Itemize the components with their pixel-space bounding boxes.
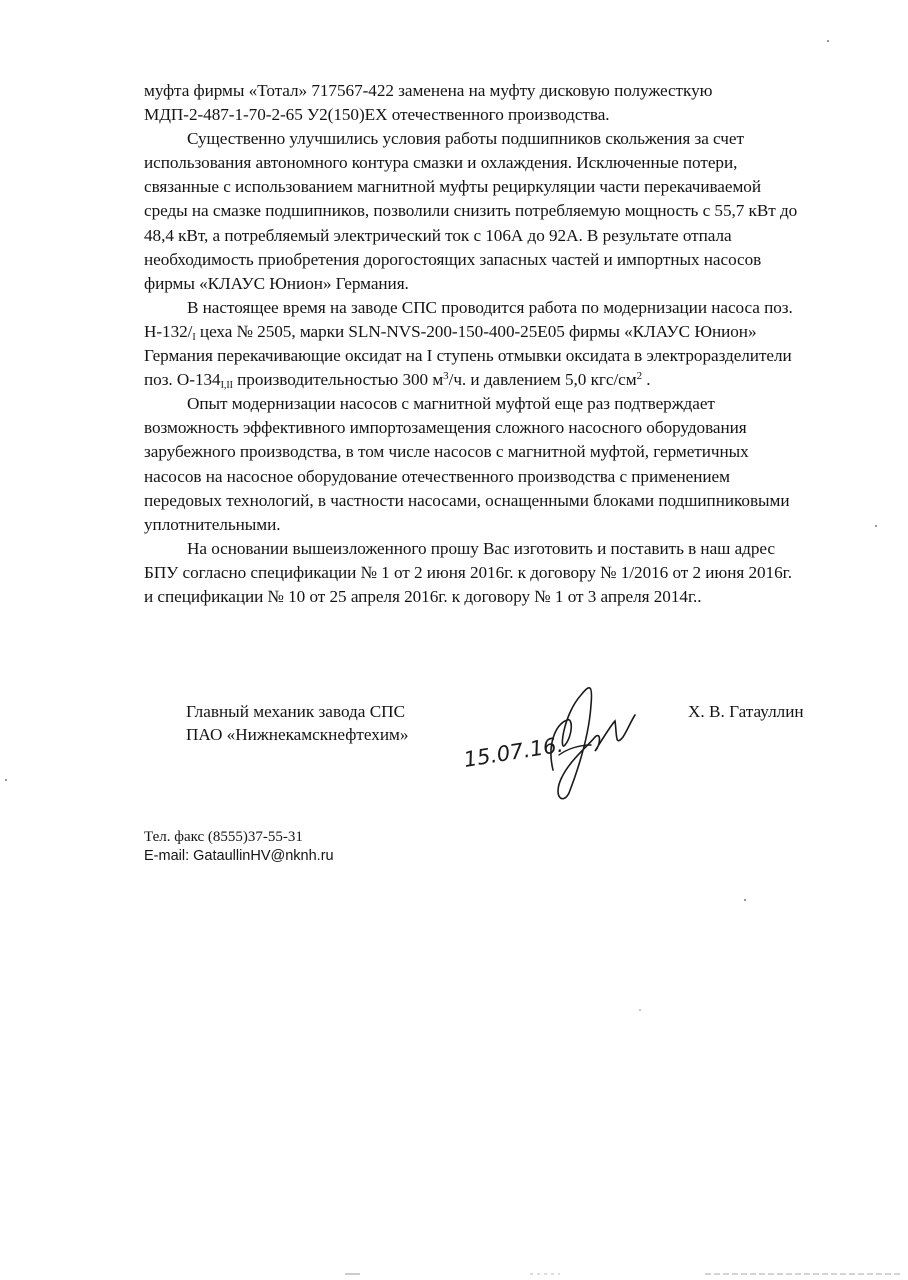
paragraph-line: муфта фирмы «Тотал» 717567-422 заменена на муфту дисковую полужесткую — [144, 81, 713, 100]
paragraph-line: передовых технологий, в частности насосами, оснащенными блоками подшипниковыми — [144, 490, 790, 510]
paragraph-line — [144, 320, 860, 344]
text-run: поз. О-134 — [144, 370, 221, 390]
signatory-name: Х. В. Гатауллин — [688, 702, 804, 721]
paragraph-line: МДП-2-487-1-70-2-65 У2(150)ЕХ отечественного производства. — [144, 105, 610, 125]
text-run: /ч. и давлением 5,0 кгс/см — [448, 370, 637, 390]
phone-fax: Тел. факс (8555)37-55-31 — [144, 829, 303, 845]
paragraph-line: зарубежного производства, в том числе насосов с магнитной муфтой, герметичных — [144, 442, 749, 462]
paragraph-line: В настоящее время на заводе СПС проводится работа по модернизации насоса поз. — [187, 297, 793, 317]
signature-scrawl — [551, 688, 635, 799]
paragraph-line: уплотнительными. — [144, 514, 281, 534]
position-title: Главный механик завода СПС — [186, 702, 406, 721]
paragraph-line: Опыт модернизации насосов с магнитной муфтой еще раз подтверждает — [187, 394, 715, 414]
paragraph-line: Германия перекачивающие оксидат на I ступень отмывки оксидата в электроразделители — [144, 346, 792, 366]
paragraph-line: связанные с использованием магнитной муфты рециркуляции части перекачиваемой — [144, 177, 761, 197]
superscript: 3 — [443, 370, 449, 383]
subscript: I,II — [220, 380, 233, 392]
paragraph-line: необходимость приобретения дорогостоящих запасных частей и импортных насосов — [144, 249, 762, 269]
superscript: 2 — [636, 370, 643, 383]
text-run: производительностью 300 м — [232, 370, 444, 390]
company-name: ПАО «Нижнекамскнефтехим» — [186, 725, 409, 744]
text-run: . — [642, 370, 651, 390]
paragraph-line: фирмы «КЛАУС Юнион» Германия. — [144, 273, 409, 293]
subscript: I — [192, 331, 196, 343]
paragraph-line: 48,4 кВт, а потребляемый электрический ток с 106А до 92А. В результате отпала — [144, 225, 732, 245]
signatory-position — [186, 700, 409, 746]
paragraph-line: БПУ согласно спецификации № 1 от 2 июня 2016г. к договору № 1/2016 от 2 июня 2016г. — [144, 562, 792, 582]
paragraph-line: Существенно улучшились условия работы подшипников скольжения за счет — [187, 129, 744, 149]
letter-body — [144, 79, 860, 609]
paragraph-line — [144, 368, 860, 392]
paragraph-line: среды на смазке подшипников, позволили снизить потребляемую мощность с 55,7 кВт до — [144, 201, 798, 221]
paragraph-line: возможность эффективного импортозамещения сложного насосного оборудования — [144, 418, 747, 438]
handwritten-date: 15.07.16. — [462, 732, 565, 772]
email-address: E-mail: GataullinHV@nknh.ru — [144, 848, 334, 864]
paragraph-line: насосов на насосное оборудование отечественного производства с применением — [144, 466, 730, 486]
paragraph-line: и спецификации № 10 от 25 апреля 2016г. к договору № 1 от 3 апреля 2014г.. — [144, 586, 702, 606]
handwritten-signature — [455, 675, 645, 805]
paragraph-line: На основании вышеизложенного прошу Вас изготовить и поставить в наш адрес — [187, 538, 775, 558]
text-run: цеха № 2505, марки SLN-NVS-200-150-400-25E05 фирмы «КЛАУС Юнион» — [195, 321, 757, 341]
text-run: Н-132/ — [144, 321, 193, 341]
paragraph-line: использования автономного контура смазки и охлаждения. Исключенные потери, — [144, 153, 738, 173]
contact-block — [144, 828, 334, 866]
